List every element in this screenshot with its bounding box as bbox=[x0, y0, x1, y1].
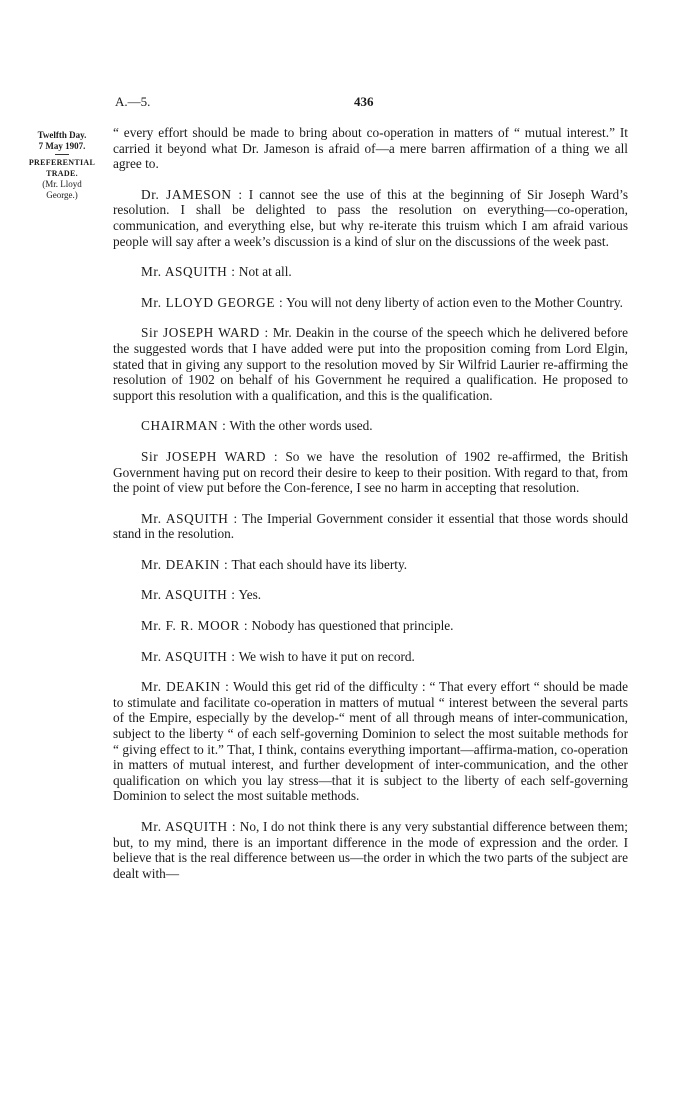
main-text bbox=[113, 125, 628, 896]
paragraph-text: Nobody has questioned that principle. bbox=[248, 618, 454, 634]
paragraph-text: Not at all. bbox=[235, 264, 292, 280]
speaker-name: Sir JOSEPH WARD : bbox=[141, 325, 269, 341]
speaker-name: Mr. ASQUITH : bbox=[141, 587, 236, 603]
speaker-name: Mr. LLOYD GEORGE : bbox=[141, 294, 284, 310]
paragraph-text: That each should have its liberty. bbox=[228, 556, 408, 572]
margin-date: 7 May 1907. bbox=[38, 141, 86, 151]
paragraph-text: No, I do not think there is any very substantial difference between them; but, to my mind, there is an important difference in the mode of expression and the order. I believe that is the real difference between us—the order in which the two parts of the subject are dealt with— bbox=[113, 819, 628, 881]
paragraph bbox=[113, 511, 628, 542]
paragraph-text: The Imperial Government consider it essential that those words should stand in the resolution. bbox=[113, 510, 628, 542]
paragraph-text: Would this get rid of the difficulty : “ That every effort “ should be made to stimulate and facilitate co-operation in matters of mutual “ interest between the several parts of the Empire, especially by the develop-“ ment of all through means of inter-communication, subject to the liberty “ of each self-governing Dominion to select the most suitable methods for “ giving effect to it.” That, I think, contains everything important—affirma-mation, co-operation in matters of mutual interest, and further development of inter-communication, and the other qualification on which you lay stress—that it is subject to the liberty of each self-governing Dominion to select the most suitable methods. bbox=[113, 679, 628, 804]
speaker-name: Mr. ASQUITH : bbox=[141, 264, 236, 280]
paragraph bbox=[113, 264, 628, 280]
paragraph-text: So we have the resolution of 1902 re-affirmed, the British Government having put on record their desire to keep to their position. With regard to that, from the point of view put before the Con-ference, I see no harm in accepting that resolution. bbox=[113, 448, 628, 496]
speaker-name: Mr. F. R. MOOR : bbox=[141, 618, 249, 634]
paragraph-text: Mr. Deakin in the course of the speech which he delivered before the suggested words that I have added were put into the proposition coming from Lord Elgin, stated that in giving any support to the resolution moved by Sir Wilfrid Laurier re-affirming the resolution of 1902 on behalf of his Government he required a qualification. He proposed to support this resolution with a qualification, and this is the qualification. bbox=[113, 325, 628, 403]
paragraph bbox=[113, 325, 628, 403]
paragraph bbox=[113, 295, 628, 311]
paragraph-text: You will not deny liberty of action even to the Mother Country. bbox=[283, 294, 623, 310]
section-reference: A.—5. bbox=[115, 94, 151, 109]
margin-speaker-line1: (Mr. Lloyd bbox=[42, 179, 82, 189]
paragraph bbox=[113, 557, 628, 573]
paragraph bbox=[113, 618, 628, 634]
margin-divider bbox=[55, 154, 69, 155]
paragraph bbox=[113, 449, 628, 496]
margin-speaker-line2: George.) bbox=[46, 190, 78, 200]
paragraph-text: With the other words used. bbox=[226, 418, 373, 434]
speaker-name: Mr. ASQUITH : bbox=[141, 819, 237, 834]
margin-topic-line1: PREFERENTIAL bbox=[28, 158, 96, 167]
page-header bbox=[0, 94, 700, 114]
margin-topic-line2: TRADE. bbox=[46, 169, 78, 178]
speaker-name: Mr. ASQUITH : bbox=[141, 510, 238, 526]
paragraph-text: Yes. bbox=[235, 587, 262, 603]
speaker-name: Mr. DEAKIN : bbox=[141, 556, 229, 572]
paragraph bbox=[113, 125, 628, 172]
margin-note bbox=[26, 130, 98, 201]
paragraph bbox=[113, 649, 628, 665]
paragraph bbox=[113, 187, 628, 249]
paragraph bbox=[113, 418, 628, 434]
paragraph bbox=[113, 679, 628, 804]
paragraph-text: I cannot see the use of this at the beginning of Sir Joseph Ward’s resolution. I shall be delighted to pass the resolution on everything—co-operation, communication, and everything else, but why re-iterate this truism which I am afraid various people will say after a week’s discussion is a kind of slur on the discussions of the week past. bbox=[113, 186, 628, 249]
speaker-name: CHAIRMAN : bbox=[141, 418, 227, 434]
paragraph bbox=[113, 587, 628, 603]
paragraph bbox=[113, 819, 628, 881]
speaker-name: Dr. JAMESON : bbox=[141, 186, 243, 202]
speaker-name: Sir JOSEPH WARD : bbox=[141, 448, 279, 464]
speaker-name: Mr. ASQUITH : bbox=[141, 648, 236, 664]
speaker-name: Mr. DEAKIN : bbox=[141, 679, 230, 695]
paragraph-text: “ every effort should be made to bring about co-operation in matters of “ mutual interest.” It carried it beyond what Dr. Jameson is afraid of—a mere barren affirmation of a thing we all agree to. bbox=[113, 125, 628, 172]
margin-day: Twelfth Day. bbox=[37, 130, 87, 140]
page-number: 436 bbox=[354, 94, 374, 109]
paragraph-text: We wish to have it put on record. bbox=[235, 648, 415, 664]
